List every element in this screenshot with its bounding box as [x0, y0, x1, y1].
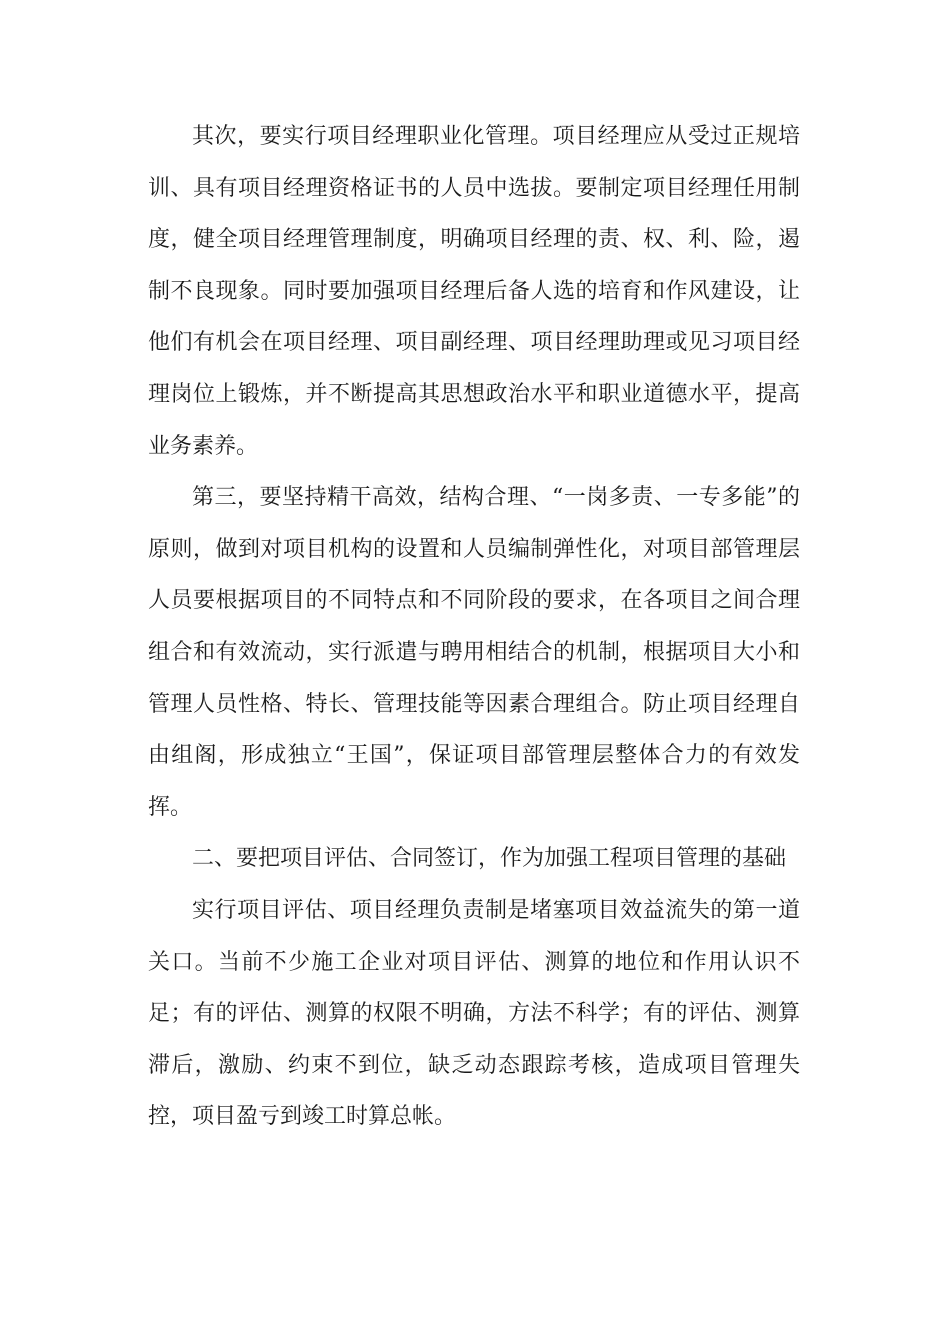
- paragraph-third-principle: 第三，要坚持精干高效，结构合理、“一岗多责、一专多能”的原则，做到对项目机构的设置和人员编制弹性化，对项目部管理层人员要根据项目的不同特点和不同阶段的要求，在各项目之间合理组合和有效流动，实行派遣与聘用相结合的机制，根据项目大小和管理人员性格、特长、管理技能等因素合理组合。防止项目经理自由组阁，形成独立“王国”，保证项目部管理层整体合力的有效发挥。: [148, 485, 800, 820]
- document-body: [148, 111, 800, 1143]
- section-heading-project-evaluation: 二、要把项目评估、合同签订，作为加强工程项目管理的基础: [192, 846, 787, 872]
- paragraph-project-evaluation: 实行项目评估、项目经理负责制是堵塞项目效益流失的第一道关口。当前不少施工企业对项目评估、测算的地位和作用认识不足；有的评估、测算的权限不明确，方法不科学；有的评估、测算滞后，激励、约束不到位，缺乏动态跟踪考核，造成项目管理失控，项目盈亏到竣工时算总帐。: [148, 897, 800, 1130]
- paragraph-project-manager-professionalization: 其次，要实行项目经理职业化管理。项目经理应从受过正规培训、具有项目经理资格证书的人员中选拔。要制定项目经理任用制度，健全项目经理管理制度，明确项目经理的责、权、利、险，遏制不良现象。同时要加强项目经理后备人选的培育和作风建设，让他们有机会在项目经理、项目副经理、项目经理助理或见习项目经理岗位上锻炼，并不断提高其思想政治水平和职业道德水平，提高业务素养。: [148, 124, 800, 459]
